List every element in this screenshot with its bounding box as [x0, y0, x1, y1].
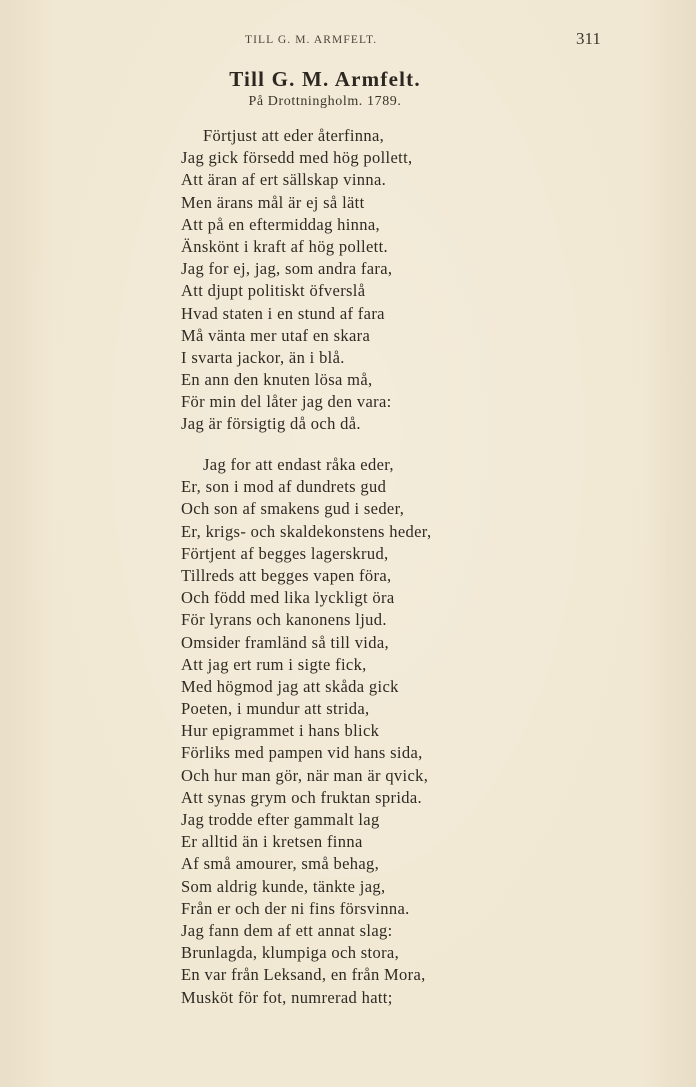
verse-line: Och född med lika lyckligt öra	[181, 588, 395, 608]
verse-line: Att äran af ert sällskap vinna.	[181, 170, 387, 190]
verse-line: Som aldrig kunde, tänkte jag,	[181, 876, 386, 896]
verse-line: Att djupt politiskt öfverslå	[181, 281, 366, 301]
verse-line: Med högmod jag att skåda gick	[181, 676, 399, 696]
verse-line: Jag gick försedd med hög pollett,	[181, 148, 413, 168]
verse-line: För min del låter jag den vara:	[181, 392, 392, 412]
verse-line: Er, son i mod af dundrets gud	[181, 477, 387, 497]
verse-line: Och hur man gör, när man är qvick,	[181, 765, 429, 785]
verse-line: För lyrans och kanonens ljud.	[181, 610, 387, 630]
verse-line: Brunlagda, klumpiga och stora,	[181, 943, 400, 963]
verse-line: Er, krigs- och skaldekonstens heder,	[181, 521, 432, 541]
verse-line: En ann den knuten lösa må,	[181, 370, 373, 390]
verse-line: Af små amourer, små behag,	[181, 854, 380, 874]
verse-line: Jag är försigtig då och då.	[181, 414, 361, 434]
verse-line: Förliks med pampen vid hans sida,	[181, 743, 423, 763]
running-head: TILL G. M. ARMFELT.	[245, 34, 378, 46]
poem-title: Till G. M. Armfelt.	[229, 67, 421, 91]
verse-line: Må vänta mer utaf en skara	[181, 325, 371, 345]
verse-line: Jag for att endast råka eder,	[203, 455, 394, 474]
verse-line: Att på en eftermiddag hinna,	[181, 214, 381, 234]
verse-line: Poeten, i mundur att strida,	[181, 699, 370, 719]
stanza-2	[181, 454, 431, 1009]
verse-line: Tillreds att begges vapen föra,	[181, 565, 392, 585]
verse-line: Änskönt i kraft af hög pollett.	[181, 236, 388, 256]
verse-line: Jag trodde efter gammalt lag	[181, 810, 380, 829]
verse-line: Musköt för fot, numrerad hatt;	[181, 987, 393, 1007]
verse-line: Förtjust att eder återfinna,	[203, 126, 385, 145]
verse-line: I svarta jackor, än i blå.	[181, 347, 345, 367]
verse-line: Er alltid än i kretsen finna	[181, 832, 363, 852]
verse-line: Hur epigrammet i hans blick	[181, 721, 380, 741]
verse-line: Omsider framländ så till vida,	[181, 632, 389, 652]
verse-line: Att synas grym och fruktan sprida.	[181, 787, 423, 807]
stanza-1	[181, 125, 413, 436]
verse-line: Men ärans mål är ej så lätt	[181, 192, 365, 212]
verse-line: Jag fann dem af ett annat slag:	[181, 920, 393, 940]
verse-line: Och son af smakens gud i seder,	[181, 499, 405, 519]
verse-line: Jag for ej, jag, som andra fara,	[181, 259, 393, 279]
verse-line: Förtjent af begges lagerskrud,	[181, 543, 389, 563]
poem-subtitle: På Drottningholm. 1789.	[248, 94, 402, 109]
verse-line: Att jag ert rum i sigte fick,	[181, 654, 367, 674]
verse-line: Hvad staten i en stund af fara	[181, 303, 385, 323]
page-number: 311	[576, 29, 601, 48]
verse-line: Från er och der ni fins försvinna.	[181, 898, 410, 918]
verse-line: En var från Leksand, en från Mora,	[181, 965, 426, 985]
